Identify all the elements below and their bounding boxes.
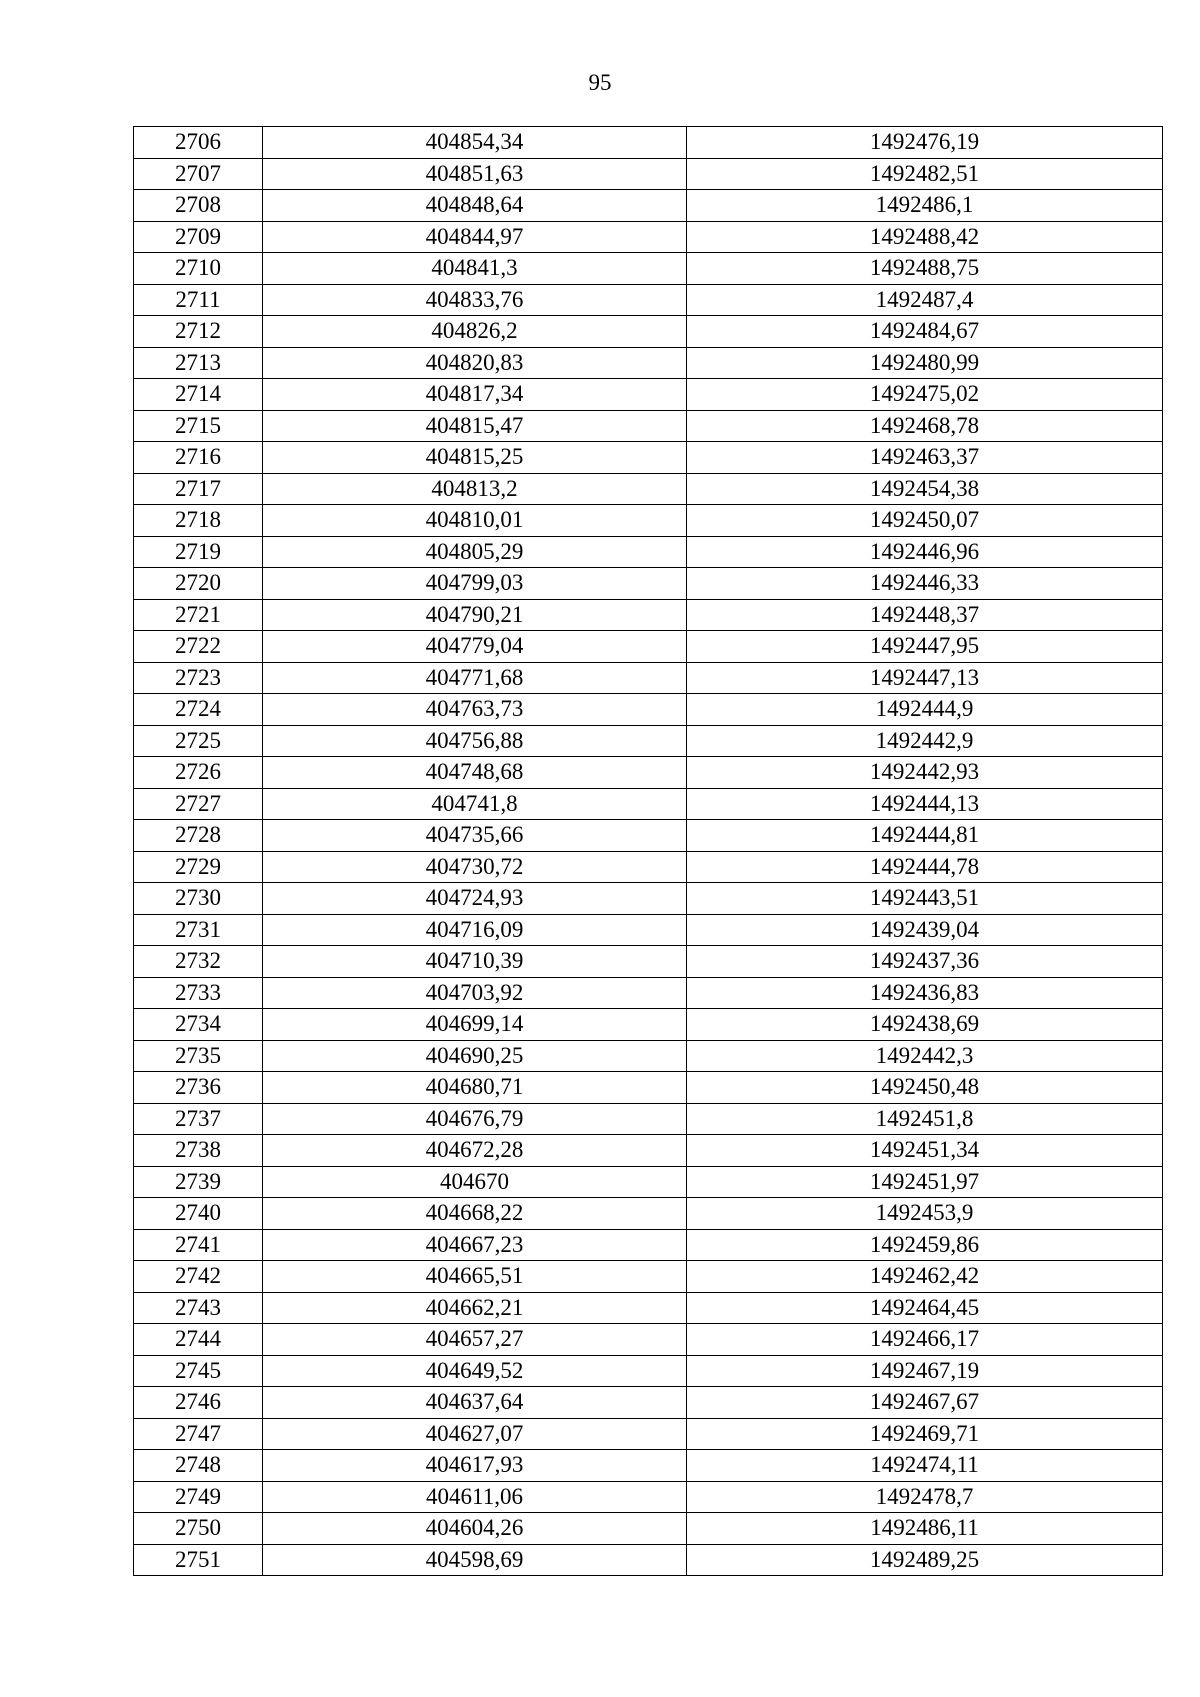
x-coordinate-cell: 404598,69	[263, 1544, 687, 1576]
table-row	[134, 442, 1163, 474]
table-row	[134, 1544, 1163, 1576]
table-row	[134, 1387, 1163, 1419]
x-coordinate-cell: 404815,47	[263, 410, 687, 442]
page-number: 95	[588, 70, 612, 95]
y-coordinate-cell: 1492446,33	[687, 568, 1163, 600]
point-number-cell: 2728	[134, 820, 263, 852]
table-row	[134, 1135, 1163, 1167]
point-number-cell: 2719	[134, 536, 263, 568]
x-coordinate-cell: 404748,68	[263, 757, 687, 789]
point-number-cell: 2734	[134, 1009, 263, 1041]
table-row	[134, 946, 1163, 978]
y-coordinate-cell: 1492450,48	[687, 1072, 1163, 1104]
y-coordinate-cell: 1492487,4	[687, 284, 1163, 316]
y-coordinate-cell: 1492474,11	[687, 1450, 1163, 1482]
x-coordinate-cell: 404851,63	[263, 158, 687, 190]
table-row	[134, 127, 1163, 159]
point-number-cell: 2733	[134, 977, 263, 1009]
table-row	[134, 316, 1163, 348]
y-coordinate-cell: 1492444,13	[687, 788, 1163, 820]
table-row	[134, 284, 1163, 316]
x-coordinate-cell: 404662,21	[263, 1292, 687, 1324]
table-row	[134, 1198, 1163, 1230]
point-number-cell: 2751	[134, 1544, 263, 1576]
point-number-cell: 2706	[134, 127, 263, 159]
y-coordinate-cell: 1492486,11	[687, 1513, 1163, 1545]
table-row	[134, 914, 1163, 946]
x-coordinate-cell: 404665,51	[263, 1261, 687, 1293]
table-row	[134, 1418, 1163, 1450]
x-coordinate-cell: 404699,14	[263, 1009, 687, 1041]
y-coordinate-cell: 1492469,71	[687, 1418, 1163, 1450]
point-number-cell: 2712	[134, 316, 263, 348]
table-row	[134, 725, 1163, 757]
point-number-cell: 2739	[134, 1166, 263, 1198]
x-coordinate-cell: 404741,8	[263, 788, 687, 820]
table-row	[134, 1481, 1163, 1513]
y-coordinate-cell: 1492459,86	[687, 1229, 1163, 1261]
x-coordinate-cell: 404848,64	[263, 190, 687, 222]
table-row	[134, 1292, 1163, 1324]
x-coordinate-cell: 404657,27	[263, 1324, 687, 1356]
table-row	[134, 1513, 1163, 1545]
y-coordinate-cell: 1492454,38	[687, 473, 1163, 505]
x-coordinate-cell: 404817,34	[263, 379, 687, 411]
point-number-cell: 2745	[134, 1355, 263, 1387]
x-coordinate-cell: 404716,09	[263, 914, 687, 946]
point-number-cell: 2730	[134, 883, 263, 915]
y-coordinate-cell: 1492462,42	[687, 1261, 1163, 1293]
table-row	[134, 851, 1163, 883]
point-number-cell: 2746	[134, 1387, 263, 1419]
x-coordinate-cell: 404672,28	[263, 1135, 687, 1167]
table-row	[134, 410, 1163, 442]
x-coordinate-cell: 404820,83	[263, 347, 687, 379]
y-coordinate-cell: 1492448,37	[687, 599, 1163, 631]
table-row	[134, 788, 1163, 820]
y-coordinate-cell: 1492466,17	[687, 1324, 1163, 1356]
table-row	[134, 977, 1163, 1009]
table-row	[134, 883, 1163, 915]
y-coordinate-cell: 1492450,07	[687, 505, 1163, 537]
table-row	[134, 221, 1163, 253]
y-coordinate-cell: 1492443,51	[687, 883, 1163, 915]
x-coordinate-cell: 404833,76	[263, 284, 687, 316]
table-row	[134, 158, 1163, 190]
x-coordinate-cell: 404805,29	[263, 536, 687, 568]
y-coordinate-cell: 1492444,9	[687, 694, 1163, 726]
point-number-cell: 2743	[134, 1292, 263, 1324]
y-coordinate-cell: 1492453,9	[687, 1198, 1163, 1230]
point-number-cell: 2724	[134, 694, 263, 726]
x-coordinate-cell: 404790,21	[263, 599, 687, 631]
x-coordinate-cell: 404668,22	[263, 1198, 687, 1230]
point-number-cell: 2714	[134, 379, 263, 411]
point-number-cell: 2738	[134, 1135, 263, 1167]
table-row	[134, 568, 1163, 600]
x-coordinate-cell: 404826,2	[263, 316, 687, 348]
y-coordinate-cell: 1492437,36	[687, 946, 1163, 978]
point-number-cell: 2732	[134, 946, 263, 978]
y-coordinate-cell: 1492439,04	[687, 914, 1163, 946]
x-coordinate-cell: 404771,68	[263, 662, 687, 694]
point-number-cell: 2740	[134, 1198, 263, 1230]
point-number-cell: 2748	[134, 1450, 263, 1482]
table-row	[134, 631, 1163, 663]
table-row	[134, 1229, 1163, 1261]
x-coordinate-cell: 404810,01	[263, 505, 687, 537]
x-coordinate-cell: 404844,97	[263, 221, 687, 253]
table-row	[134, 1040, 1163, 1072]
coordinates-table-body	[134, 127, 1163, 1576]
x-coordinate-cell: 404703,92	[263, 977, 687, 1009]
table-row	[134, 757, 1163, 789]
point-number-cell: 2718	[134, 505, 263, 537]
table-row	[134, 536, 1163, 568]
point-number-cell: 2735	[134, 1040, 263, 1072]
y-coordinate-cell: 1492442,3	[687, 1040, 1163, 1072]
y-coordinate-cell: 1492436,83	[687, 977, 1163, 1009]
table-row	[134, 347, 1163, 379]
point-number-cell: 2726	[134, 757, 263, 789]
point-number-cell: 2717	[134, 473, 263, 505]
x-coordinate-cell: 404724,93	[263, 883, 687, 915]
point-number-cell: 2708	[134, 190, 263, 222]
x-coordinate-cell: 404680,71	[263, 1072, 687, 1104]
point-number-cell: 2713	[134, 347, 263, 379]
point-number-cell: 2731	[134, 914, 263, 946]
y-coordinate-cell: 1492438,69	[687, 1009, 1163, 1041]
x-coordinate-cell: 404815,25	[263, 442, 687, 474]
x-coordinate-cell: 404690,25	[263, 1040, 687, 1072]
y-coordinate-cell: 1492468,78	[687, 410, 1163, 442]
y-coordinate-cell: 1492484,67	[687, 316, 1163, 348]
point-number-cell: 2729	[134, 851, 263, 883]
y-coordinate-cell: 1492447,95	[687, 631, 1163, 663]
x-coordinate-cell: 404841,3	[263, 253, 687, 285]
x-coordinate-cell: 404627,07	[263, 1418, 687, 1450]
x-coordinate-cell: 404730,72	[263, 851, 687, 883]
point-number-cell: 2747	[134, 1418, 263, 1450]
table-row	[134, 1072, 1163, 1104]
coordinates-table	[133, 126, 1163, 1576]
table-row	[134, 599, 1163, 631]
point-number-cell: 2723	[134, 662, 263, 694]
y-coordinate-cell: 1492467,19	[687, 1355, 1163, 1387]
point-number-cell: 2716	[134, 442, 263, 474]
point-number-cell: 2737	[134, 1103, 263, 1135]
point-number-cell: 2709	[134, 221, 263, 253]
y-coordinate-cell: 1492451,97	[687, 1166, 1163, 1198]
x-coordinate-cell: 404779,04	[263, 631, 687, 663]
point-number-cell: 2744	[134, 1324, 263, 1356]
y-coordinate-cell: 1492446,96	[687, 536, 1163, 568]
table-row	[134, 820, 1163, 852]
y-coordinate-cell: 1492442,9	[687, 725, 1163, 757]
y-coordinate-cell: 1492464,45	[687, 1292, 1163, 1324]
y-coordinate-cell: 1492442,93	[687, 757, 1163, 789]
x-coordinate-cell: 404676,79	[263, 1103, 687, 1135]
y-coordinate-cell: 1492475,02	[687, 379, 1163, 411]
x-coordinate-cell: 404649,52	[263, 1355, 687, 1387]
x-coordinate-cell: 404604,26	[263, 1513, 687, 1545]
x-coordinate-cell: 404763,73	[263, 694, 687, 726]
y-coordinate-cell: 1492482,51	[687, 158, 1163, 190]
point-number-cell: 2736	[134, 1072, 263, 1104]
y-coordinate-cell: 1492488,75	[687, 253, 1163, 285]
y-coordinate-cell: 1492444,78	[687, 851, 1163, 883]
table-row	[134, 190, 1163, 222]
point-number-cell: 2742	[134, 1261, 263, 1293]
x-coordinate-cell: 404735,66	[263, 820, 687, 852]
y-coordinate-cell: 1492467,67	[687, 1387, 1163, 1419]
x-coordinate-cell: 404799,03	[263, 568, 687, 600]
table-row	[134, 253, 1163, 285]
y-coordinate-cell: 1492451,34	[687, 1135, 1163, 1167]
x-coordinate-cell: 404854,34	[263, 127, 687, 159]
y-coordinate-cell: 1492486,1	[687, 190, 1163, 222]
table-row	[134, 662, 1163, 694]
y-coordinate-cell: 1492489,25	[687, 1544, 1163, 1576]
point-number-cell: 2750	[134, 1513, 263, 1545]
point-number-cell: 2741	[134, 1229, 263, 1261]
x-coordinate-cell: 404756,88	[263, 725, 687, 757]
table-row	[134, 1261, 1163, 1293]
x-coordinate-cell: 404637,64	[263, 1387, 687, 1419]
x-coordinate-cell: 404617,93	[263, 1450, 687, 1482]
y-coordinate-cell: 1492488,42	[687, 221, 1163, 253]
x-coordinate-cell: 404611,06	[263, 1481, 687, 1513]
point-number-cell: 2707	[134, 158, 263, 190]
point-number-cell: 2727	[134, 788, 263, 820]
table-row	[134, 379, 1163, 411]
table-row	[134, 1324, 1163, 1356]
y-coordinate-cell: 1492480,99	[687, 347, 1163, 379]
table-row	[134, 694, 1163, 726]
point-number-cell: 2725	[134, 725, 263, 757]
point-number-cell: 2720	[134, 568, 263, 600]
table-row	[134, 1450, 1163, 1482]
x-coordinate-cell: 404813,2	[263, 473, 687, 505]
x-coordinate-cell: 404670	[263, 1166, 687, 1198]
y-coordinate-cell: 1492451,8	[687, 1103, 1163, 1135]
y-coordinate-cell: 1492463,37	[687, 442, 1163, 474]
point-number-cell: 2710	[134, 253, 263, 285]
point-number-cell: 2749	[134, 1481, 263, 1513]
point-number-cell: 2711	[134, 284, 263, 316]
table-row	[134, 1355, 1163, 1387]
y-coordinate-cell: 1492444,81	[687, 820, 1163, 852]
y-coordinate-cell: 1492476,19	[687, 127, 1163, 159]
table-row	[134, 1009, 1163, 1041]
y-coordinate-cell: 1492447,13	[687, 662, 1163, 694]
table-row	[134, 505, 1163, 537]
table-row	[134, 473, 1163, 505]
point-number-cell: 2715	[134, 410, 263, 442]
y-coordinate-cell: 1492478,7	[687, 1481, 1163, 1513]
x-coordinate-cell: 404667,23	[263, 1229, 687, 1261]
table-row	[134, 1103, 1163, 1135]
point-number-cell: 2722	[134, 631, 263, 663]
x-coordinate-cell: 404710,39	[263, 946, 687, 978]
table-row	[134, 1166, 1163, 1198]
point-number-cell: 2721	[134, 599, 263, 631]
